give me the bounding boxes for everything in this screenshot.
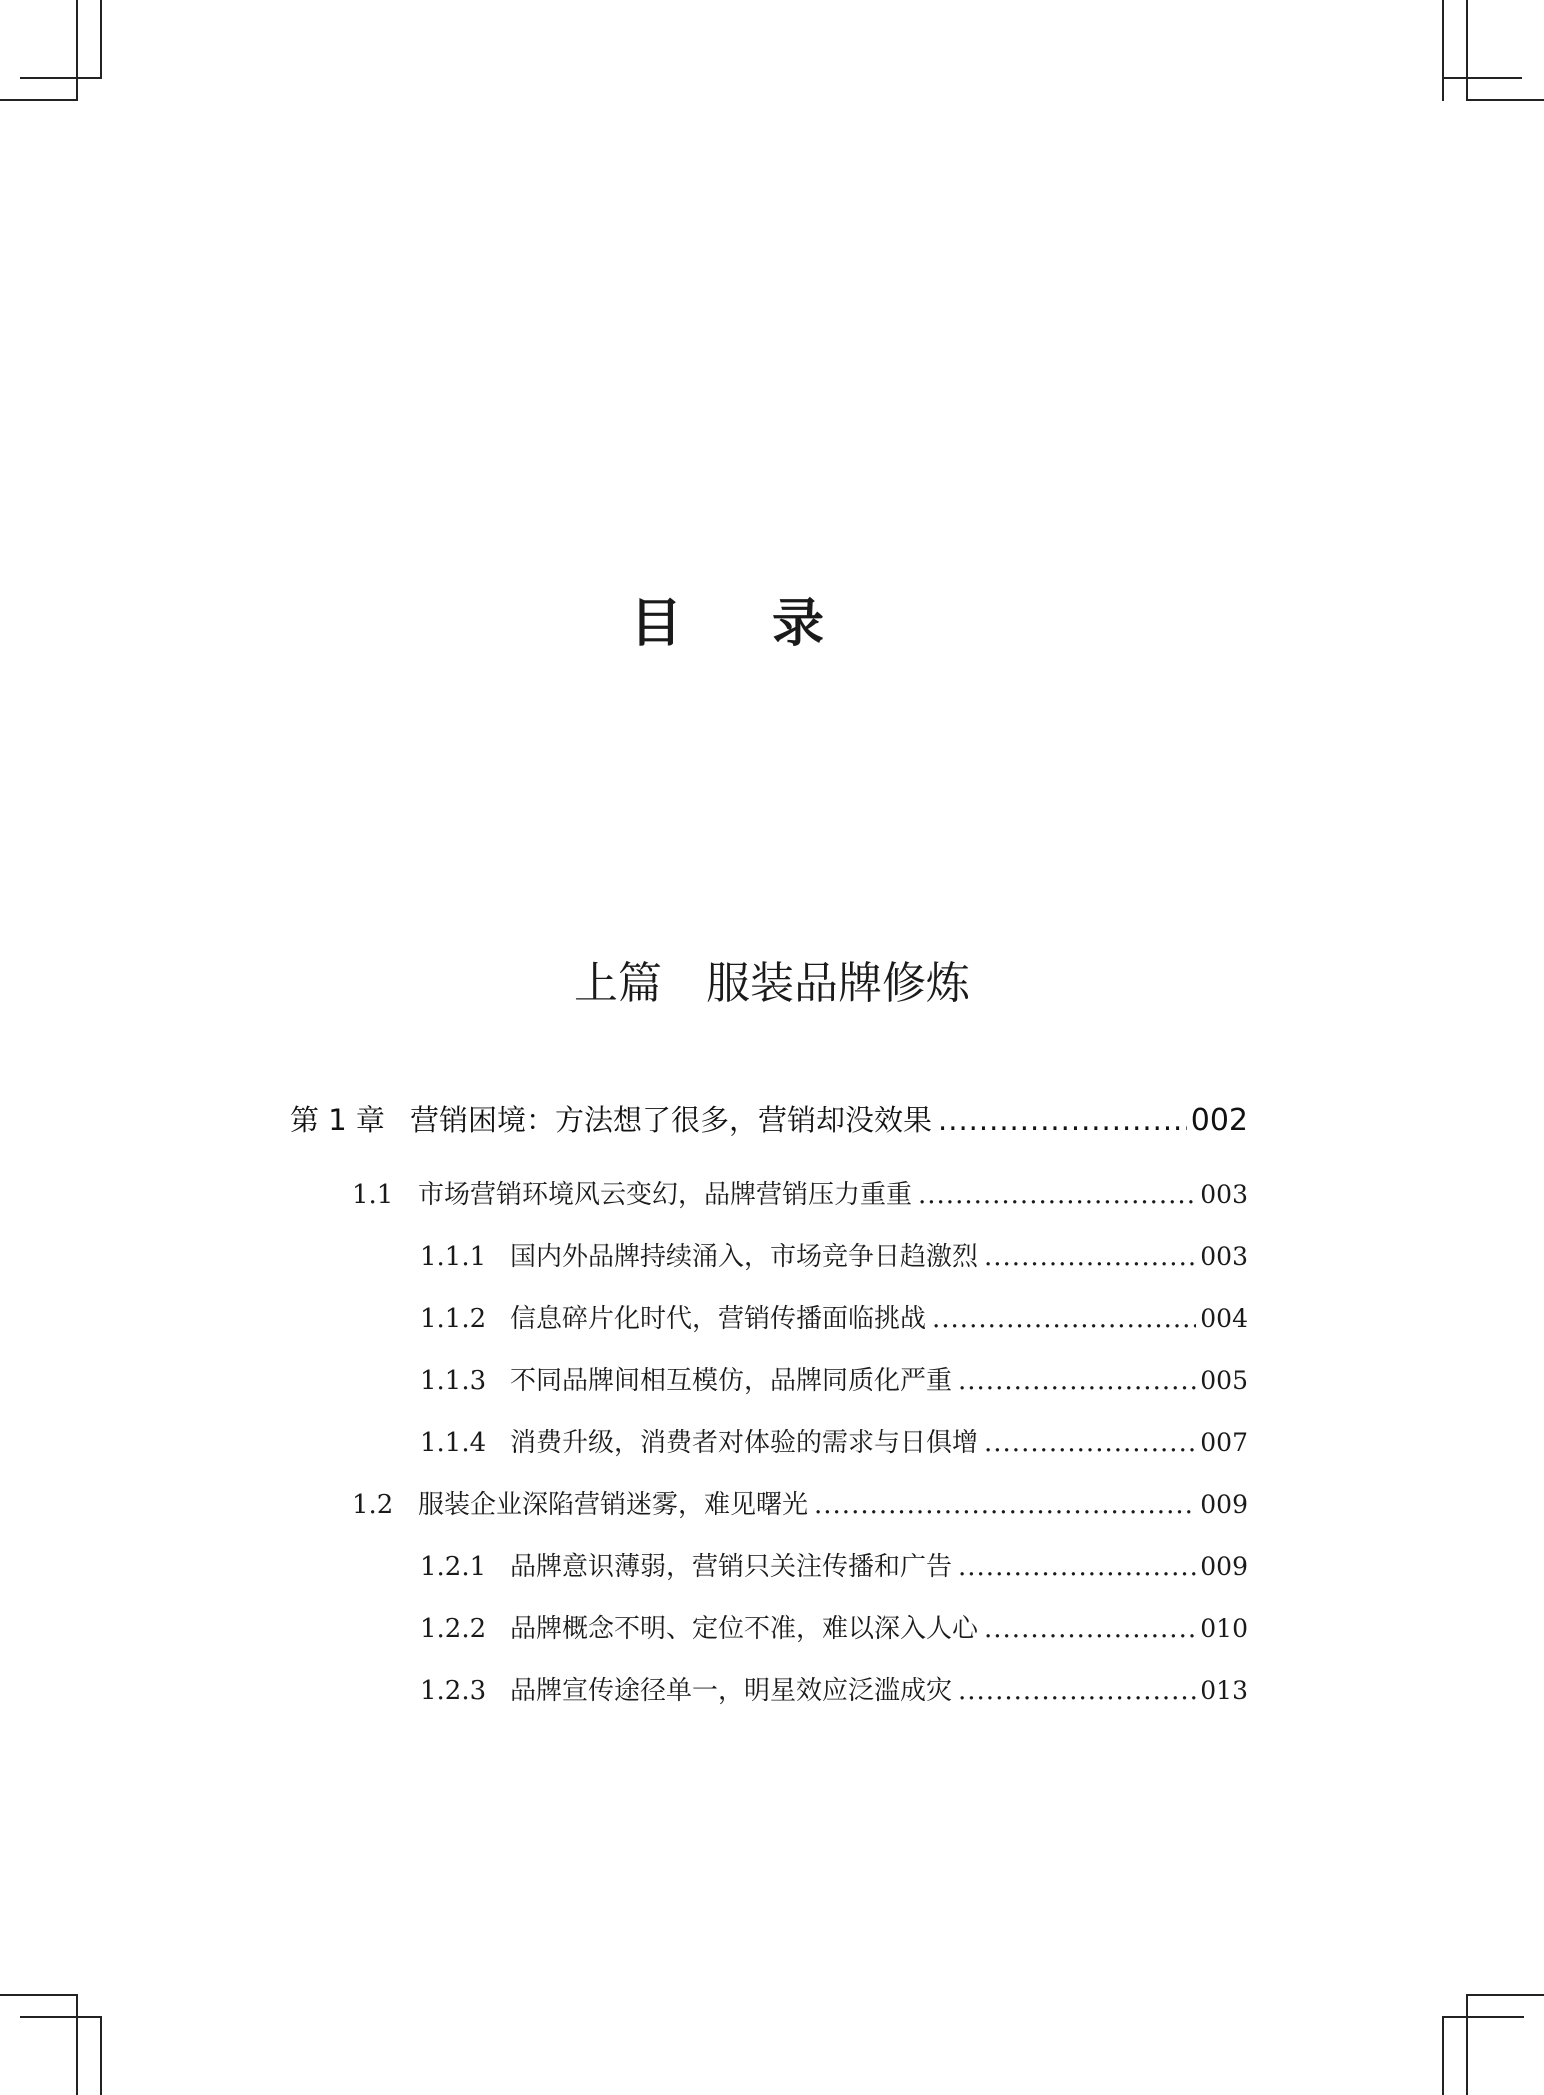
toc-page-number: 005	[1200, 1366, 1248, 1395]
toc-leader-dots	[984, 1428, 1196, 1458]
toc-page-number: 009	[1200, 1552, 1248, 1581]
toc-section-number: 1.2	[352, 1490, 394, 1520]
toc-subsection-number: 1.1.2	[420, 1304, 487, 1334]
toc-subsection-title: 不同品牌间相互模仿，品牌同质化严重	[510, 1366, 953, 1396]
part-title: 上篇 服装品牌修炼	[574, 958, 970, 1009]
toc-subsection-title: 消费升级，消费者对体验的需求与日俱增	[510, 1428, 979, 1458]
toc-subsection-title: 品牌宣传途径单一，明星效应泛滥成灾	[510, 1676, 953, 1706]
toc-subsection-title: 信息碎片化时代，营销传播面临挑战	[510, 1304, 927, 1334]
toc-leader-dots	[984, 1242, 1196, 1272]
toc-leader-dots	[984, 1614, 1196, 1644]
toc-section-number: 1.1	[352, 1180, 394, 1210]
toc-leader-dots	[938, 1103, 1187, 1137]
toc-subsection-number: 1.1.4	[420, 1428, 487, 1458]
toc-leader-dots	[958, 1366, 1196, 1396]
toc-subsection-title: 品牌意识薄弱，营销只关注传播和广告	[510, 1552, 953, 1582]
toc-subsection-entry[interactable]	[420, 1546, 1248, 1583]
toc-chapter-title: 营销困境：方法想了很多，营销却没效果	[410, 1103, 933, 1137]
toc-leader-dots	[932, 1304, 1196, 1334]
toc-subsection-number: 1.2.1	[420, 1552, 487, 1582]
toc-subsection-number: 1.2.3	[420, 1676, 487, 1706]
toc-page-number: 009	[1200, 1490, 1248, 1519]
toc-page-number: 003	[1200, 1242, 1248, 1271]
toc-subsection-number: 1.1.3	[420, 1366, 487, 1396]
toc-page-number: 004	[1200, 1304, 1248, 1333]
toc-section-title: 市场营销环境风云变幻，品牌营销压力重重	[418, 1180, 913, 1210]
toc-leader-dots	[918, 1180, 1196, 1210]
toc-section-entry[interactable]	[352, 1484, 1248, 1521]
toc-subsection-entry[interactable]	[420, 1298, 1248, 1335]
toc-page-number: 010	[1200, 1614, 1248, 1643]
toc-page-number: 007	[1200, 1428, 1248, 1457]
toc-chapter-number: 第 1 章	[290, 1103, 385, 1137]
page-title: 目录	[629, 594, 914, 654]
toc-subsection-entry[interactable]	[420, 1608, 1248, 1645]
toc-page-number: 003	[1200, 1180, 1248, 1209]
toc-chapter-entry[interactable]	[290, 1098, 1248, 1139]
toc-page-number: 002	[1190, 1103, 1248, 1138]
toc-subsection-entry[interactable]	[420, 1236, 1248, 1273]
toc-section-title: 服装企业深陷营销迷雾，难见曙光	[418, 1490, 809, 1520]
toc-leader-dots	[814, 1490, 1196, 1520]
toc-subsection-number: 1.2.2	[420, 1614, 487, 1644]
toc-leader-dots	[958, 1552, 1196, 1582]
toc-subsection-title: 国内外品牌持续涌入，市场竞争日趋激烈	[510, 1242, 979, 1272]
toc-subsection-entry[interactable]	[420, 1670, 1248, 1707]
toc-subsection-number: 1.1.1	[420, 1242, 487, 1272]
toc-subsection-title: 品牌概念不明、定位不准，难以深入人心	[510, 1614, 979, 1644]
toc-leader-dots	[958, 1676, 1196, 1706]
toc-section-entry[interactable]	[352, 1174, 1248, 1211]
toc-subsection-entry[interactable]	[420, 1422, 1248, 1459]
toc-subsection-entry[interactable]	[420, 1360, 1248, 1397]
toc-page-number: 013	[1200, 1676, 1248, 1705]
